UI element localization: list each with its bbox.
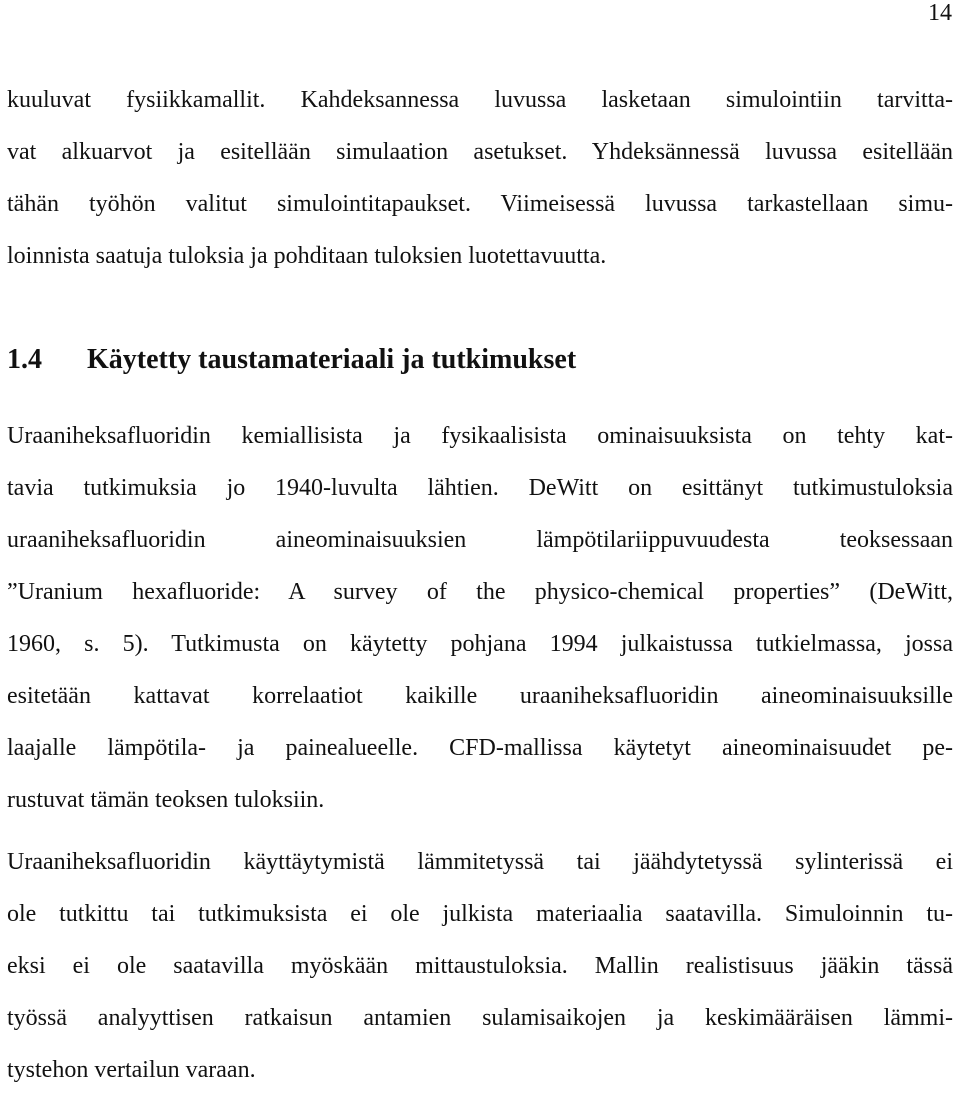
text-line: esitetään kattavat korrelaatiot kaikille uraaniheksafluoridin aineominaisuuksille — [7, 683, 953, 709]
paragraph-2 — [7, 836, 953, 1096]
section-heading — [7, 336, 576, 384]
text-line: tystehon vertailun varaan. — [7, 1057, 256, 1083]
text-line: loinnista saatuja tuloksia ja pohditaan tuloksien luotettavuutta. — [7, 243, 607, 269]
text-line: laajalle lämpötila- ja painealueelle. CFD-mallissa käytetyt aineominaisuudet pe- — [7, 735, 953, 761]
text-line: kuuluvat fysiikkamallit. Kahdeksannessa luvussa lasketaan simulointiin tarvitta- — [7, 87, 953, 113]
intro-paragraph — [7, 74, 953, 282]
section-title: Käytetty taustamateriaali ja tutkimukset — [87, 344, 577, 375]
text-line: työssä analyyttisen ratkaisun antamien sulamisaikojen ja keskimääräisen lämmi- — [7, 1005, 953, 1031]
text-line: Uraaniheksafluoridin käyttäytymistä lämmitetyssä tai jäähdytetyssä sylinterissä ei — [7, 849, 953, 875]
text-line: ole tutkittu tai tutkimuksista ei ole julkista materiaalia saatavilla. Simuloinnin tu- — [7, 901, 953, 927]
text-line: eksi ei ole saatavilla myöskään mittaustuloksia. Mallin realistisuus jääkin tässä — [7, 953, 953, 979]
page-number: 14 — [928, 0, 952, 26]
text-line: rustuvat tämän teoksen tuloksiin. — [7, 787, 325, 813]
text-line: uraaniheksafluoridin aineominaisuuksien lämpötilariippuvuudesta teoksessaan — [7, 527, 953, 553]
text-line: ”Uranium hexafluoride: A survey of the physico-chemical properties” (DeWitt, — [7, 579, 953, 605]
paragraph-1 — [7, 410, 953, 826]
text-line: vat alkuarvot ja esitellään simulaation asetukset. Yhdeksännessä luvussa esitellään — [7, 139, 953, 165]
text-line: Uraaniheksafluoridin kemiallisista ja fysikaalisista ominaisuuksista on tehty kat- — [7, 423, 953, 449]
section-number: 1.4 — [7, 344, 42, 375]
text-line: 1960, s. 5). Tutkimusta on käytetty pohjana 1994 julkaistussa tutkielmassa, jossa — [7, 631, 953, 657]
text-line: tähän työhön valitut simulointitapaukset. Viimeisessä luvussa tarkastellaan simu- — [7, 191, 953, 217]
text-line: tavia tutkimuksia jo 1940-luvulta lähtien. DeWitt on esittänyt tutkimustuloksia — [7, 475, 953, 501]
